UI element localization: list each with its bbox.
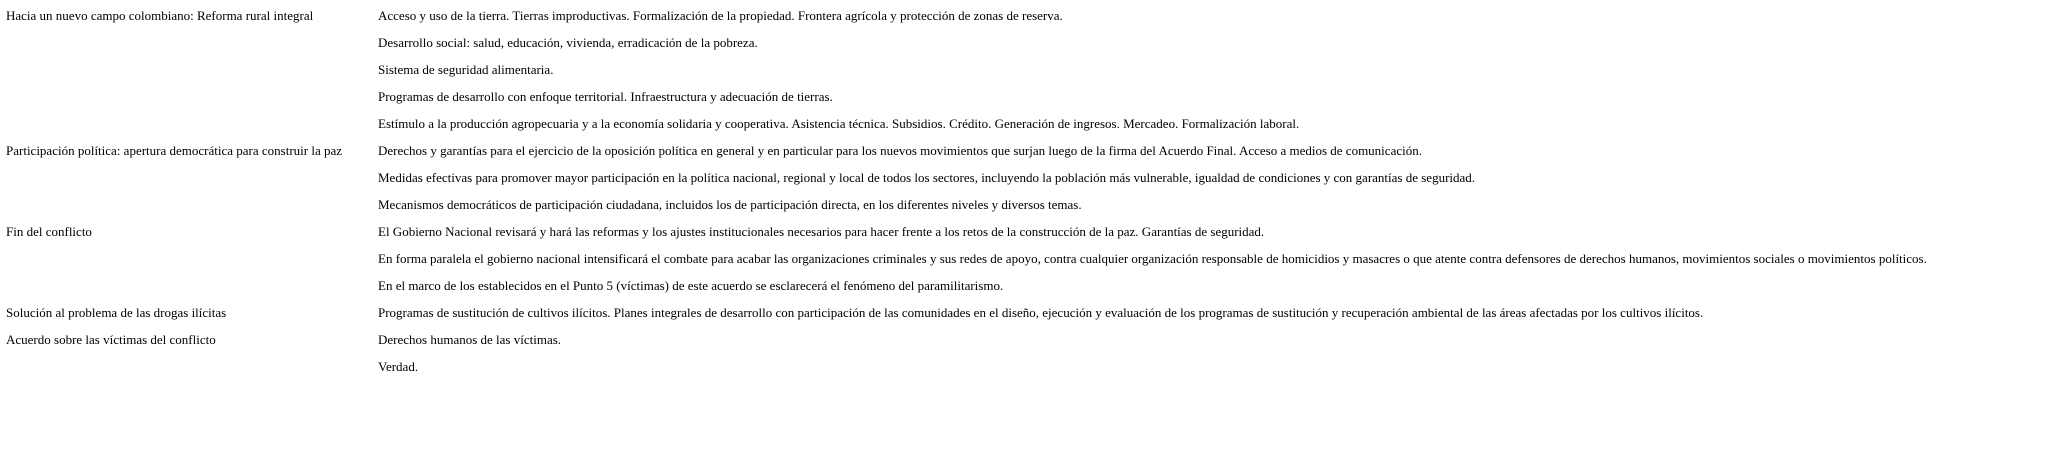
point-item: El Gobierno Nacional revisará y hará las reformas y los ajustes institucionales necesarios para hacer frente a los retos de la construcción de la paz. Garantías de seguridad. [378,224,1265,239]
point-title: Fin del conflicto [6,224,92,239]
point-item: Verdad. [378,359,419,374]
table-row [6,278,1927,305]
table-row [6,332,1927,359]
table-row [6,197,1927,224]
point-title [6,278,378,305]
point-item: En forma paralela el gobierno nacional intensificará el combate para acabar las organizaciones criminales y sus redes de apoyo, contra cualquier organización responsable de homicidios y masacres o que atente contra defensores de derechos humanos, movimientos sociales o movimientos políticos. [378,251,1927,266]
point-title: Acuerdo sobre las víctimas del conflicto [6,332,216,347]
table-row [6,35,1927,62]
table-row [6,8,1927,35]
point-item: Acceso y uso de la tierra. Tierras improductivas. Formalización de la propiedad. Frontera agrícola y protección de zonas de reserva. [378,8,1063,23]
point-title [6,35,378,62]
point-title [6,197,378,224]
point-item: Medidas efectivas para promover mayor participación en la política nacional, regional y local de todos los sectores, incluyendo la población más vulnerable, igualdad de condiciones y con garantías de seguridad. [378,170,1476,185]
point-item: En el marco de los establecidos en el Punto 5 (víctimas) de este acuerdo se esclarecerá el fenómeno del paramilitarismo. [378,278,1004,293]
point-title [6,116,378,143]
point-title [6,62,378,89]
agreement-points-table [6,8,1927,386]
point-item: Programas de sustitución de cultivos ilícitos. Planes integrales de desarrollo con participación de las comunidades en el diseño, ejecución y evaluación de los programas de sustitución y recuperación ambiental de las áreas afectadas por los cultivos ilícitos. [378,305,1704,320]
table-row [6,251,1927,278]
point-item: Mecanismos democráticos de participación ciudadana, incluidos los de participación directa, en los diferentes niveles y diversos temas. [378,197,1082,212]
point-item: Derechos humanos de las víctimas. [378,332,562,347]
point-title [6,359,378,386]
point-title: Hacia un nuevo campo colombiano: Reforma rural integral [6,8,314,23]
point-item: Programas de desarrollo con enfoque territorial. Infraestructura y adecuación de tierras. [378,89,833,104]
point-item: Sistema de seguridad alimentaria. [378,62,554,77]
point-title [6,170,378,197]
point-title [6,89,378,116]
point-title: Solución al problema de las drogas ilícitas [6,305,227,320]
table-row [6,143,1927,170]
table-row [6,359,1927,386]
table-row [6,62,1927,89]
point-item: Desarrollo social: salud, educación, vivienda, erradicación de la pobreza. [378,35,758,50]
point-title: Participación política: apertura democrática para construir la paz [6,143,343,158]
point-item: Estímulo a la producción agropecuaria y a la economía solidaria y cooperativa. Asistencia técnica. Subsidios. Crédito. Generación de ingresos. Mercadeo. Formalización laboral. [378,116,1300,131]
point-item: Derechos y garantías para el ejercicio de la oposición política en general y en particular para los nuevos movimientos que surjan luego de la firma del Acuerdo Final. Acceso a medios de comunicación. [378,143,1422,158]
table-row [6,89,1927,116]
table-row [6,305,1927,332]
point-title [6,251,378,278]
table-row [6,170,1927,197]
table-row [6,116,1927,143]
table-row [6,224,1927,251]
